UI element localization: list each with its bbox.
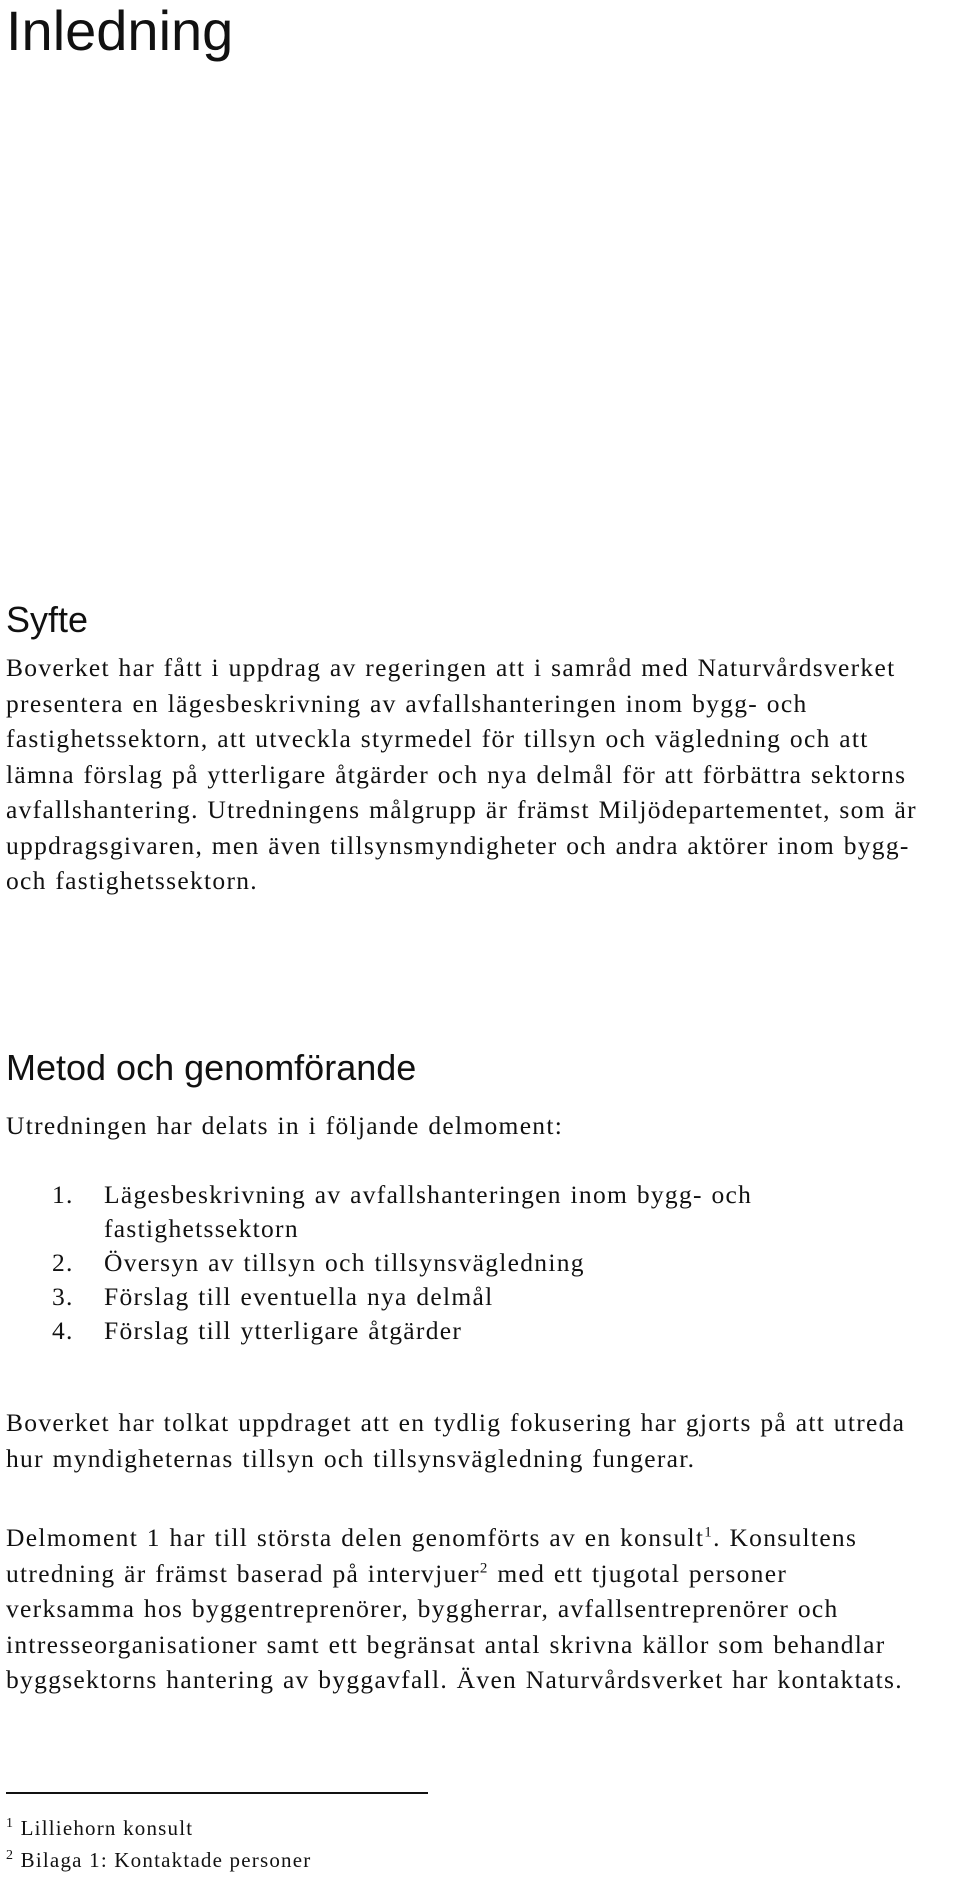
footnote-ref-2: 2 <box>479 1560 489 1576</box>
list-item-text: Översyn av tillsyn och tillsynsvägledning <box>104 1248 585 1277</box>
list-item-text: Förslag till eventuella nya delmål <box>104 1282 494 1311</box>
list-number: 2. <box>52 1248 74 1277</box>
footnote <box>6 1844 311 1876</box>
list-item <box>52 1178 912 1246</box>
section-heading-syfte: Syfte <box>6 599 89 640</box>
delmoment-list <box>52 1178 912 1348</box>
footnote-ref-1: 1 <box>704 1524 714 1541</box>
list-number: 4. <box>52 1316 74 1345</box>
footnote-mark: 1 <box>6 1816 15 1831</box>
footnote <box>6 1812 311 1844</box>
page-title: Inledning <box>6 0 234 62</box>
delmoment-text-part1: Delmoment 1 har till största delen genomförts av en konsult <box>6 1523 705 1552</box>
delmoment-text-part2: . Konsultens utredning är främst baserad på intervjuer <box>6 1523 858 1588</box>
syfte-paragraph: Boverket har fått i uppdrag av regeringen att i samråd med Naturvårdsverket presentera en lägesbeskrivning av avfallshanteringen inom bygg- och fastighetssektorn, att utveckla styrmedel för tillsyn och vägledning och att lämna förslag på ytterligare åtgärder och nya delmål för att förbättra sektorns avfallshantering. Utredningens målgrupp är främst Miljödepartementet, som är uppdragsgivaren, men även tillsynsmyndigheter och andra aktörer inom bygg- och fastighetssektorn. <box>6 653 917 895</box>
list-item <box>52 1314 912 1348</box>
list-item-text: Förslag till ytterligare åtgärder <box>104 1316 463 1345</box>
list-item <box>52 1246 912 1280</box>
footnote-text: Bilaga 1: Kontaktade personer <box>20 1848 312 1872</box>
delmoment-paragraph <box>6 1520 918 1698</box>
tolkat-paragraph: Boverket har tolkat uppdraget att en tydlig fokusering har gjorts på att utreda hur myndigheternas tillsyn och tillsynsvägledning fungerar. <box>6 1408 906 1473</box>
footnote-text: Lilliehorn konsult <box>20 1816 194 1840</box>
footnotes <box>6 1812 311 1876</box>
list-item-text: Lägesbeskrivning av avfallshanteringen inom bygg- och fastighetssektorn <box>104 1180 753 1243</box>
list-number: 3. <box>52 1282 74 1311</box>
list-item <box>52 1280 912 1314</box>
section-heading-metod: Metod och genomförande <box>6 1047 417 1088</box>
footnote-mark: 2 <box>6 1848 15 1863</box>
list-number: 1. <box>52 1180 74 1209</box>
delmoment-text-part3: med ett tjugotal personer verksamma hos byggentreprenörer, byggherrar, avfallsentreprenörer och intresseorganisationer samt ett begränsat antal skrivna källor som behandlar byggsektorns hantering av byggavfall. Även Naturvårdsverket har kontaktats. <box>6 1558 903 1694</box>
metod-intro: Utredningen har delats in i följande delmoment: <box>6 1111 564 1140</box>
footnote-divider <box>6 1792 428 1794</box>
